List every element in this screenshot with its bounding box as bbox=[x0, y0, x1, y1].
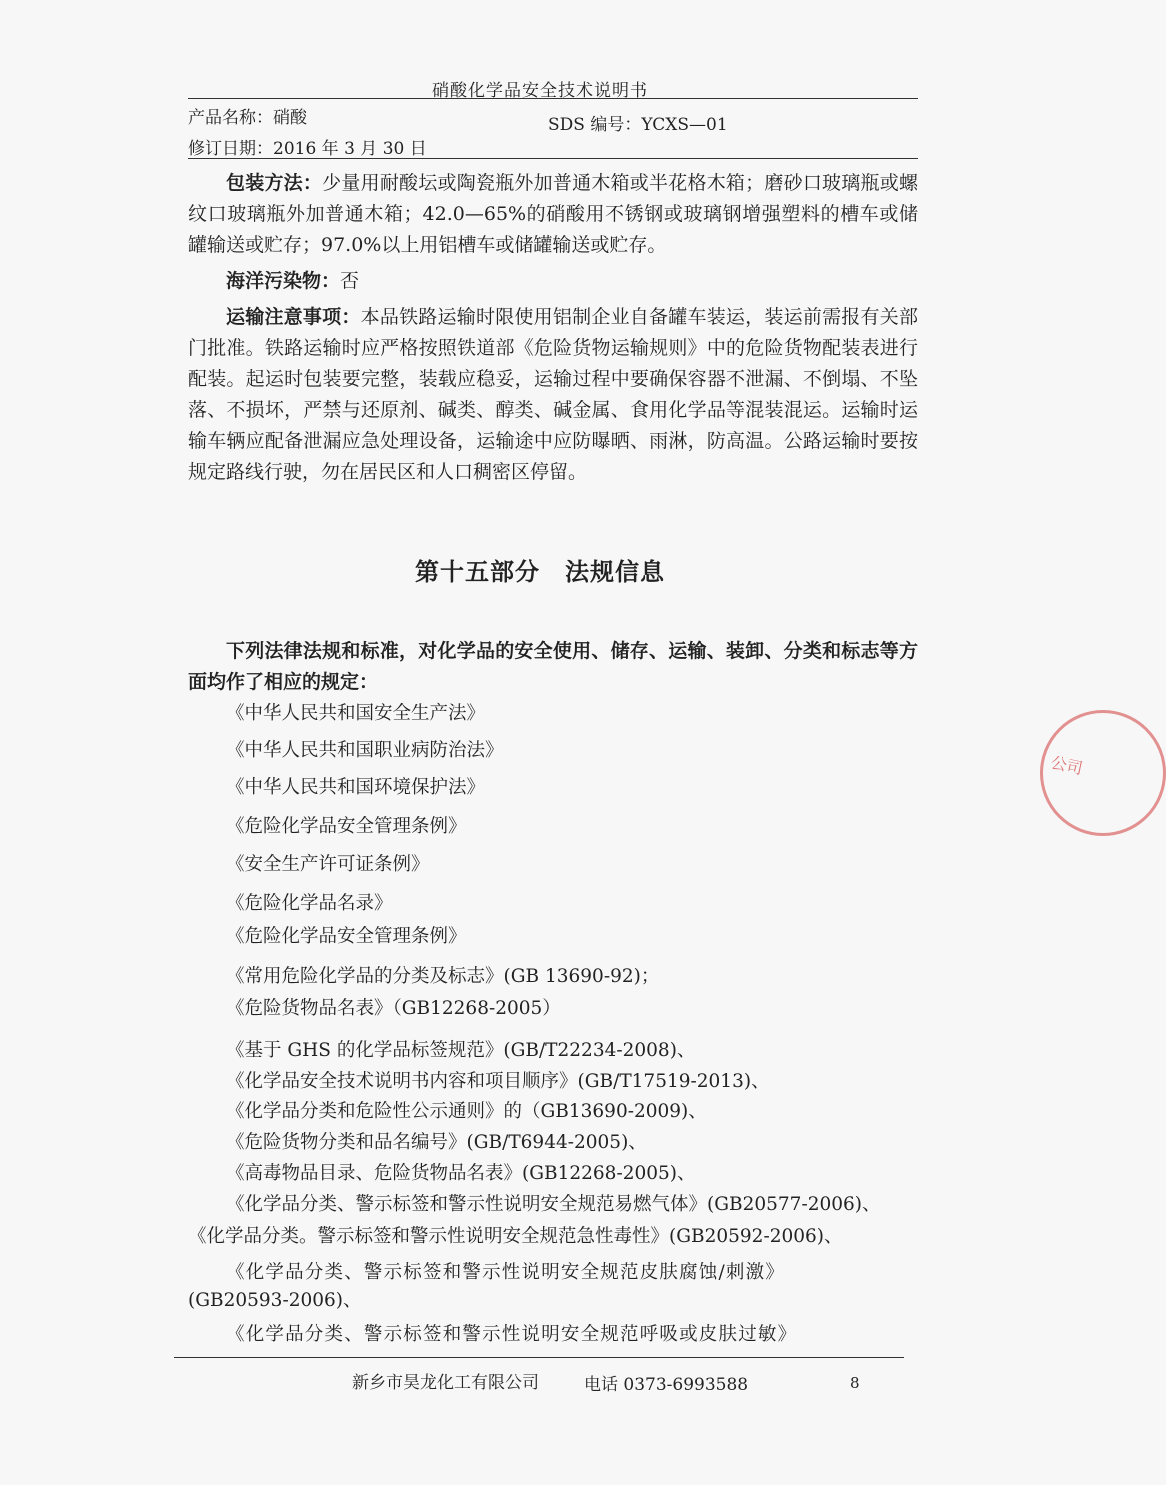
regulation-item: 《危险货物分类和品名编号》(GB/T6944-2005)、 bbox=[226, 1132, 647, 1153]
document-title: 硝酸化学品安全技术说明书 bbox=[432, 81, 648, 101]
packaging-text: 少量用耐酸坛或陶瓷瓶外加普通木箱或半花格木箱；磨砂口玻璃瓶或螺纹口玻璃瓶外加普通木箱；42.0—65%的硝酸用不锈钢或玻璃钢增强塑料的槽车或储罐输送或贮存；97.0%以上用铝槽车或储罐输送或贮存。 bbox=[188, 172, 918, 256]
header-rule-bottom bbox=[188, 158, 918, 159]
revision-date: 修订日期：2016 年 3 月 30 日 bbox=[188, 139, 427, 159]
footer-rule bbox=[174, 1357, 904, 1358]
packaging-paragraph bbox=[188, 168, 918, 261]
regulation-item: 《化学品分类、警示标签和警示性说明安全规范皮肤腐蚀/刺激》 bbox=[226, 1262, 786, 1283]
packaging-label: 包装方法： bbox=[226, 172, 323, 194]
regulation-item: 《高毒物品目录、危险货物品名表》(GB12268-2005)、 bbox=[226, 1163, 696, 1184]
regulation-item: 《基于 GHS 的化学品标签规范》(GB/T22234-2008)、 bbox=[226, 1040, 696, 1061]
marine-pollutant-paragraph bbox=[188, 266, 918, 297]
page-number: 8 bbox=[850, 1374, 860, 1392]
regulation-item: 《化学品分类、警示标签和警示性说明安全规范呼吸或皮肤过敏》 bbox=[226, 1324, 798, 1345]
sds-number: SDS 编号：YCXS—01 bbox=[548, 115, 728, 135]
regulation-item: (GB20593-2006)、 bbox=[188, 1290, 362, 1311]
regulation-item: 《化学品安全技术说明书内容和项目顺序》(GB/T17519-2013)、 bbox=[226, 1071, 770, 1092]
regulation-item: 《常用危险化学品的分类及标志》(GB 13690-92)； bbox=[226, 966, 660, 987]
regulation-item: 《危险化学品安全管理条例》 bbox=[226, 926, 467, 947]
regulation-item: 《危险化学品名录》 bbox=[226, 893, 393, 914]
regulation-item: 《危险化学品安全管理条例》 bbox=[226, 816, 467, 837]
marine-pollutant-label: 海洋污染物： bbox=[226, 270, 341, 292]
marine-pollutant-text: 否 bbox=[340, 270, 360, 292]
regulations-intro: 下列法律法规和标准，对化学品的安全使用、储存、运输、装卸、分类和标志等方面均作了相应的规定： bbox=[188, 640, 918, 693]
transport-label: 运输注意事项： bbox=[226, 306, 361, 328]
section-15-title: 第十五部分 法规信息 bbox=[415, 557, 665, 586]
footer-phone: 电话 0373-6993588 bbox=[584, 1375, 749, 1395]
regulation-item: 《安全生产许可证条例》 bbox=[226, 854, 430, 875]
regulation-item: 《中华人民共和国职业病防治法》 bbox=[226, 740, 504, 761]
transport-text: 本品铁路运输时限使用铝制企业自备罐车装运，装运前需报有关部门批准。铁路运输时应严格按照铁道部《危险货物运输规则》中的危险货物配装表进行配装。起运时包装要完整，装载应稳妥，运输过程中要确保容器不泄漏、不倒塌、不坠落、不损坏，严禁与还原剂、碱类、醇类、碱金属、食用化学品等混装混运。运输时运输车辆应配备泄漏应急处理设备，运输途中应防曝晒、雨淋，防高温。公路运输时要按规定路线行驶，勿在居民区和人口稠密区停留。 bbox=[188, 306, 918, 483]
regulation-item: 《化学品分类。警示标签和警示性说明安全规范急性毒性》(GB20592-2006)、 bbox=[188, 1226, 843, 1247]
regulation-item: 《化学品分类、警示标签和警示性说明安全规范易燃气体》(GB20577-2006)、 bbox=[226, 1194, 881, 1215]
regulation-item: 《中华人民共和国环境保护法》 bbox=[226, 777, 486, 798]
regulation-item: 《危险货物品名表》（GB12268-2005） bbox=[226, 998, 561, 1019]
regulation-item: 《中华人民共和国安全生产法》 bbox=[226, 703, 486, 724]
footer-company: 新乡市昊龙化工有限公司 bbox=[352, 1373, 539, 1393]
regulation-item: 《化学品分类和危险性公示通则》的（GB13690-2009)、 bbox=[226, 1101, 707, 1122]
company-seal-stamp: 公司 bbox=[1040, 710, 1166, 836]
product-name: 产品名称：硝酸 bbox=[188, 108, 307, 128]
transport-paragraph bbox=[188, 302, 918, 488]
